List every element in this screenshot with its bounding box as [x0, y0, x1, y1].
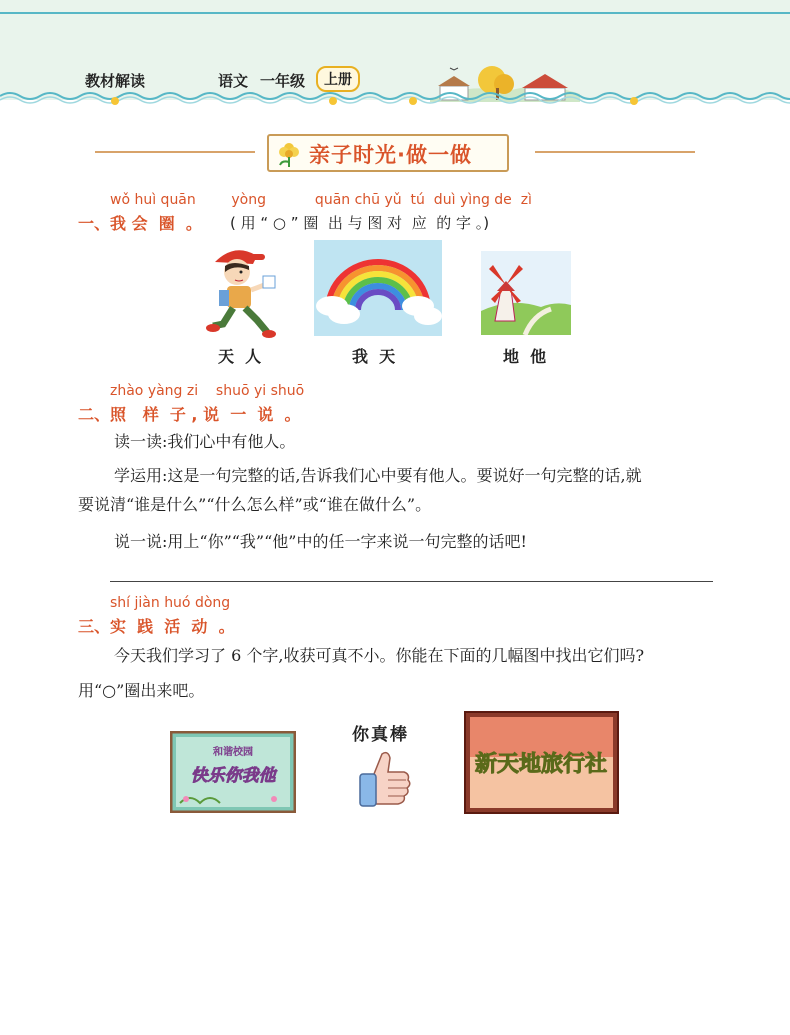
banner-frame [267, 134, 509, 172]
read-line: 读一读:我们心中有他人。 [114, 432, 296, 451]
activity-line-2: 用“○”圈出来吧。 [78, 681, 205, 700]
section1-heading: 一、我 会 圈 。 [78, 214, 202, 233]
sign2-text: 新天地旅行社 [474, 752, 608, 777]
label-wo-tian: 我 天 [352, 347, 396, 366]
volume-badge: 上册 [316, 66, 360, 92]
sign1-small-text: 和谐校园 [213, 747, 253, 758]
section1-instruction: ( 用 “ ○ ” 圈 出 与 图 对 应 的 字 。) [230, 214, 490, 232]
say-line: 说一说:用上“你”“我”“他”中的任一字来说一句完整的话吧! [114, 532, 527, 551]
grade-label: 一年级 [260, 72, 306, 90]
header-top-rule [0, 12, 790, 14]
label-di-ta: 地 他 [503, 347, 547, 366]
windmill-picture [481, 251, 571, 335]
subject-label: 语文 [218, 72, 249, 90]
boy-running-picture [205, 240, 285, 340]
banner-title: 亲子时光·做一做 [309, 143, 472, 167]
book-title: 教材解读 [85, 72, 146, 90]
thumbs-up-icon [352, 748, 416, 810]
section2-pinyin: zhào yàng zi shuō yi shuō [110, 383, 305, 399]
flower-icon [274, 138, 304, 168]
section1-pinyin: wǒ huì quān yòng quān chū yǔ tú duì yìng de zì [110, 192, 532, 208]
learn-line-2: 要说清“谁是什么”“什么怎么样”或“谁在做什么”。 [78, 495, 432, 514]
answer-line [110, 581, 713, 582]
sign1-big-text: 快乐你我他 [190, 766, 276, 786]
header-wave-border [0, 90, 790, 106]
campus-sign-picture [170, 731, 296, 813]
banner-rule-right [535, 151, 695, 153]
praise-text: 你真棒 [352, 725, 409, 745]
travel-agency-sign-picture [464, 711, 619, 814]
activity-line-1: 今天我们学习了 6 个字,收获可真不小。你能在下面的几幅图中找出它们吗? [114, 646, 645, 665]
section3-pinyin: shí jiàn huó dòng [110, 595, 231, 611]
banner-rule-left [95, 151, 255, 153]
label-tian-ren: 天 人 [218, 347, 262, 366]
section3-heading: 三、实 践 活 动 。 [78, 617, 235, 636]
section2-heading: 二、照 样 子 , 说 一 说 。 [78, 405, 301, 424]
section-banner [95, 132, 695, 172]
rainbow-picture [314, 240, 442, 336]
learn-line-1: 学运用:这是一句完整的话,告诉我们心中要有他人。要说好一句完整的话,就 [114, 466, 642, 485]
